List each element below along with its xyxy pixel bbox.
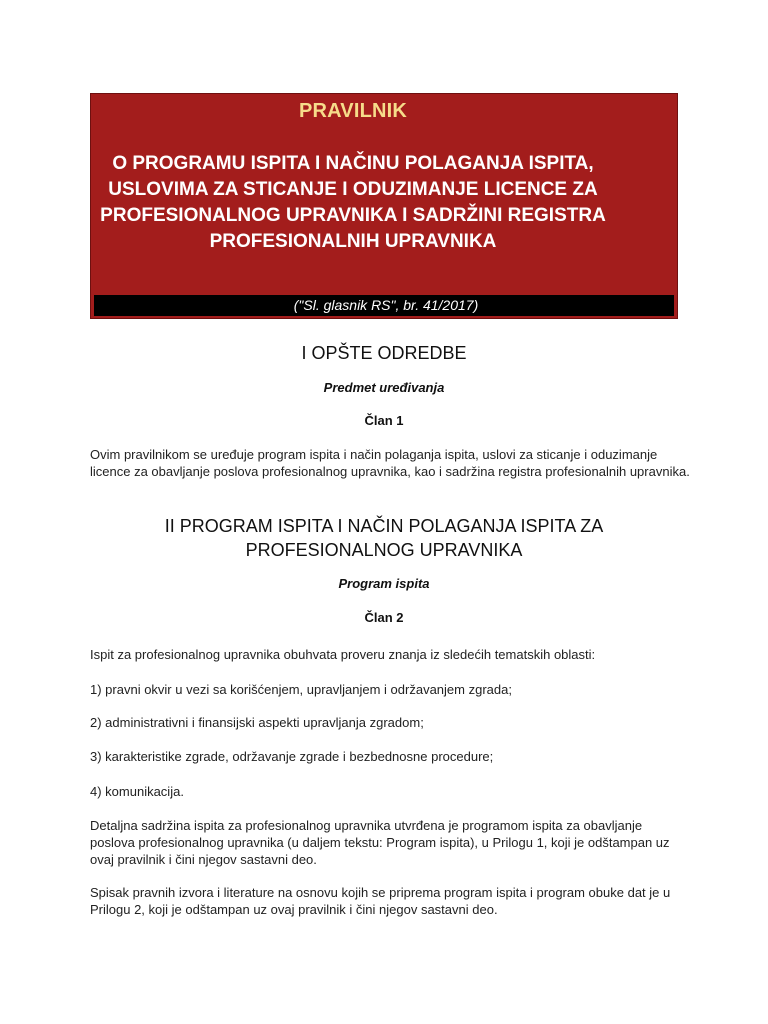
document-type-label: PRAVILNIK — [298, 100, 408, 122]
article-2-intro: Ispit za profesionalnog upravnika obuhvata proveru znanja iz sledećih tematskih oblasti: — [90, 647, 596, 662]
subheading-exam-program: Program ispita — [338, 576, 430, 591]
list-item: 3) karakteristike zgrade, održavanje zgrade i bezbednosne procedure; — [90, 749, 494, 764]
document-title: O PROGRAMU ISPITA I NAČINU POLAGANJA ISPITA, USLOVIMA ZA STICANJE I ODUZIMANJE LICENCE ZA PROFESIONALNOG UPRAVNIKA I SADRŽINI REGISTRA PROFESIONALNIH UPRAVNIKA — [100, 153, 606, 252]
list-item: 4) komunikacija. — [90, 784, 184, 799]
subheading-subject: Predmet uređivanja — [323, 380, 445, 395]
gazette-reference: ("Sl. glasnik RS", br. 41/2017) — [293, 297, 479, 313]
article-2-heading: Član 2 — [364, 610, 404, 625]
article-1-paragraph: Ovim pravilnikom se uređuje program ispita i način polaganja ispita, uslovi za sticanje i oduzimanje licence za obavljanje poslova profesionalnog upravnika, kao i sadržina registra profesionalnih upravnika. — [90, 447, 690, 479]
gazette-bar — [94, 295, 674, 316]
section-heading-general-provisions: I OPŠTE ODREDBE — [301, 343, 467, 363]
list-item: 2) administrativni i finansijski aspekti upravljanja zgradom; — [90, 715, 424, 730]
list-item: 1) pravni okvir u vezi sa korišćenjem, upravljanjem i održavanjem zgrada; — [90, 682, 512, 697]
article-2-detail-paragraph: Detaljna sadržina ispita za profesionalnog upravnika utvrđena je programom ispita za obavljanje poslova profesionalnog upravnika (u daljem tekstu: Program ispita), u Prilogu 1, koji je odštampan uz ovaj pravilnik i čini njegov sastavni deo. — [90, 818, 670, 867]
article-1-heading: Član 1 — [364, 413, 404, 428]
article-2-sources-paragraph: Spisak pravnih izvora i literature na osnovu kojih se priprema program ispita i program obuke dat je u Prilogu 2, koji je odštampan uz ovaj pravilnik i čini njegov sastavni deo. — [90, 885, 671, 917]
document-header-box — [90, 93, 678, 319]
section-heading-exam-program: II PROGRAM ISPITA I NAČIN POLAGANJA ISPITA ZA PROFESIONALNOG UPRAVNIKA — [164, 516, 604, 560]
